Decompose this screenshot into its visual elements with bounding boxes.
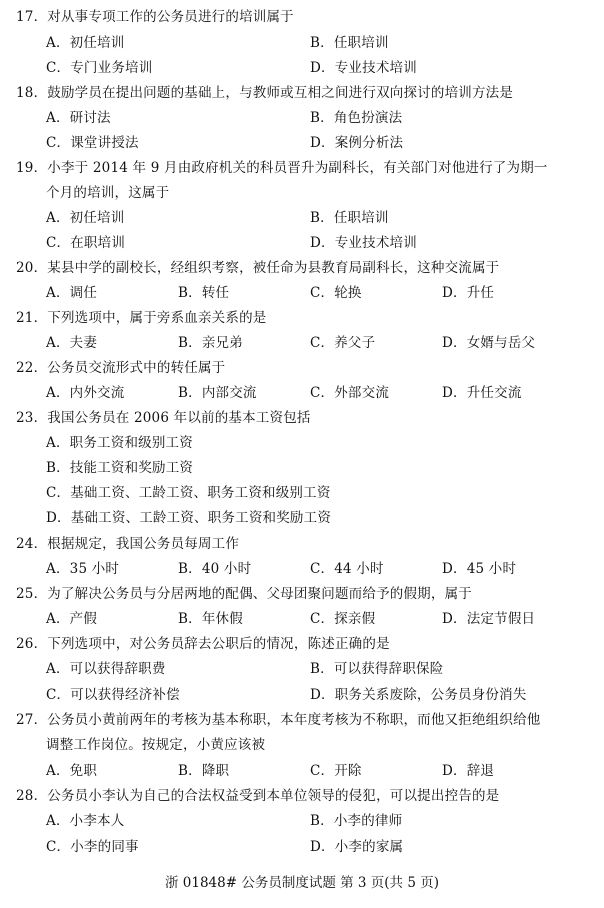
question-20-stem: 20．某县中学的副校长，经组织考察，被任命为县教育局副科长，这种交流属于 xyxy=(16,260,500,276)
question-23-option-a: A．职务工资和级别工资 xyxy=(46,435,193,451)
question-21-option-c: C．养父子 xyxy=(310,335,376,351)
question-28-option-b: B．小李的律师 xyxy=(310,813,403,829)
question-23-option-d: D．基础工资、工龄工资、职务工资和奖励工资 xyxy=(46,510,332,526)
question-20-option-b: B．转任 xyxy=(178,285,230,301)
question-19-stem: 19．小李于 2014 年 9 月由政府机关的科员晋升为副科长，有关部门对他进行了为期一 xyxy=(16,160,548,176)
question-24-option-b: B．40 小时 xyxy=(178,561,252,577)
question-22-stem: 22．公务员交流形式中的转任属于 xyxy=(16,360,226,376)
question-27-stem: 27．公务员小黄前两年的考核为基本称职，本年度考核为不称职，而他又拒绝组织给他 xyxy=(16,712,541,728)
question-27-option-d: D．辞退 xyxy=(442,763,495,779)
question-28-option-a: A．小李本人 xyxy=(46,813,125,829)
question-22-option-c: C．外部交流 xyxy=(310,385,390,401)
question-20-option-d: D．升任 xyxy=(442,285,495,301)
question-26-option-d: D．职务关系废除，公务员身份消失 xyxy=(310,687,527,703)
question-24-stem: 24．根据规定，我国公务员每周工作 xyxy=(16,536,240,552)
question-28-option-c: C．小李的同事 xyxy=(46,839,139,855)
question-19-option-b: B．任职培训 xyxy=(310,210,389,226)
question-21-stem: 21．下列选项中，属于旁系血亲关系的是 xyxy=(16,310,267,326)
question-19-option-a: A．初任培训 xyxy=(46,210,125,226)
question-22-option-b: B．内部交流 xyxy=(178,385,257,401)
question-27-option-a: A．免职 xyxy=(46,763,98,779)
question-18-stem: 18．鼓励学员在提出问题的基础上，与教师或互相之间进行双向探讨的培训方法是 xyxy=(16,85,514,101)
question-17-option-c: C．专门业务培训 xyxy=(46,60,153,76)
question-23-stem: 23．我国公务员在 2006 年以前的基本工资包括 xyxy=(16,410,311,426)
question-18-option-c: C．课堂讲授法 xyxy=(46,135,139,151)
question-26-option-a: A．可以获得辞职费 xyxy=(46,661,166,677)
question-26-option-c: C．可以获得经济补偿 xyxy=(46,687,180,703)
question-25-stem: 25．为了解决公务员与分居两地的配偶、父母团聚问题而给予的假期，属于 xyxy=(16,586,472,602)
question-17-option-d: D．专业技术培训 xyxy=(310,60,417,76)
question-23-option-b: B．技能工资和奖励工资 xyxy=(46,460,194,476)
question-17-option-b: B．任职培训 xyxy=(310,35,389,51)
page-footer: 浙 01848# 公务员制度试题 第 3 页(共 5 页) xyxy=(164,875,439,891)
question-24-option-c: C．44 小时 xyxy=(310,561,384,577)
question-19-stem-continued: 个月的培训，这属于 xyxy=(46,185,170,201)
question-18-option-a: A．研讨法 xyxy=(46,110,111,126)
question-21-option-b: B．亲兄弟 xyxy=(178,335,243,351)
question-27-stem-continued: 调整工作岗位。按规定，小黄应该被 xyxy=(46,737,266,753)
question-27-option-c: C．开除 xyxy=(310,763,362,779)
question-18-option-d: D．案例分析法 xyxy=(310,135,404,151)
question-23-option-c: C．基础工资、工龄工资、职务工资和级别工资 xyxy=(46,485,331,501)
question-28-option-d: D．小李的家属 xyxy=(310,839,404,855)
question-18-option-b: B．角色扮演法 xyxy=(310,110,403,126)
question-28-stem: 28．公务员小李认为自己的合法权益受到本单位领导的侵犯，可以提出控告的是 xyxy=(16,788,500,804)
question-21-option-a: A．夫妻 xyxy=(46,335,98,351)
question-26-option-b: B．可以获得辞职保险 xyxy=(310,661,444,677)
question-25-option-b: B．年休假 xyxy=(178,611,243,627)
question-25-option-c: C．探亲假 xyxy=(310,611,376,627)
question-20-option-c: C．轮换 xyxy=(310,285,362,301)
question-22-option-a: A．内外交流 xyxy=(46,385,125,401)
question-24-option-a: A．35 小时 xyxy=(46,561,120,577)
question-19-option-d: D．专业技术培训 xyxy=(310,235,417,251)
question-27-option-b: B．降职 xyxy=(178,763,230,779)
question-26-stem: 26．下列选项中，对公务员辞去公职后的情况，陈述正确的是 xyxy=(16,636,390,652)
question-25-option-a: A．产假 xyxy=(46,611,98,627)
question-20-option-a: A．调任 xyxy=(46,285,98,301)
question-24-option-d: D．45 小时 xyxy=(442,561,517,577)
question-17-stem: 17．对从事专项工作的公务员进行的培训属于 xyxy=(16,9,294,25)
question-21-option-d: D．女婿与岳父 xyxy=(442,335,536,351)
question-22-option-d: D．升任交流 xyxy=(442,385,522,401)
question-17-option-a: A．初任培训 xyxy=(46,35,125,51)
question-19-option-c: C．在职培训 xyxy=(46,235,126,251)
question-25-option-d: D．法定节假日 xyxy=(442,611,536,627)
